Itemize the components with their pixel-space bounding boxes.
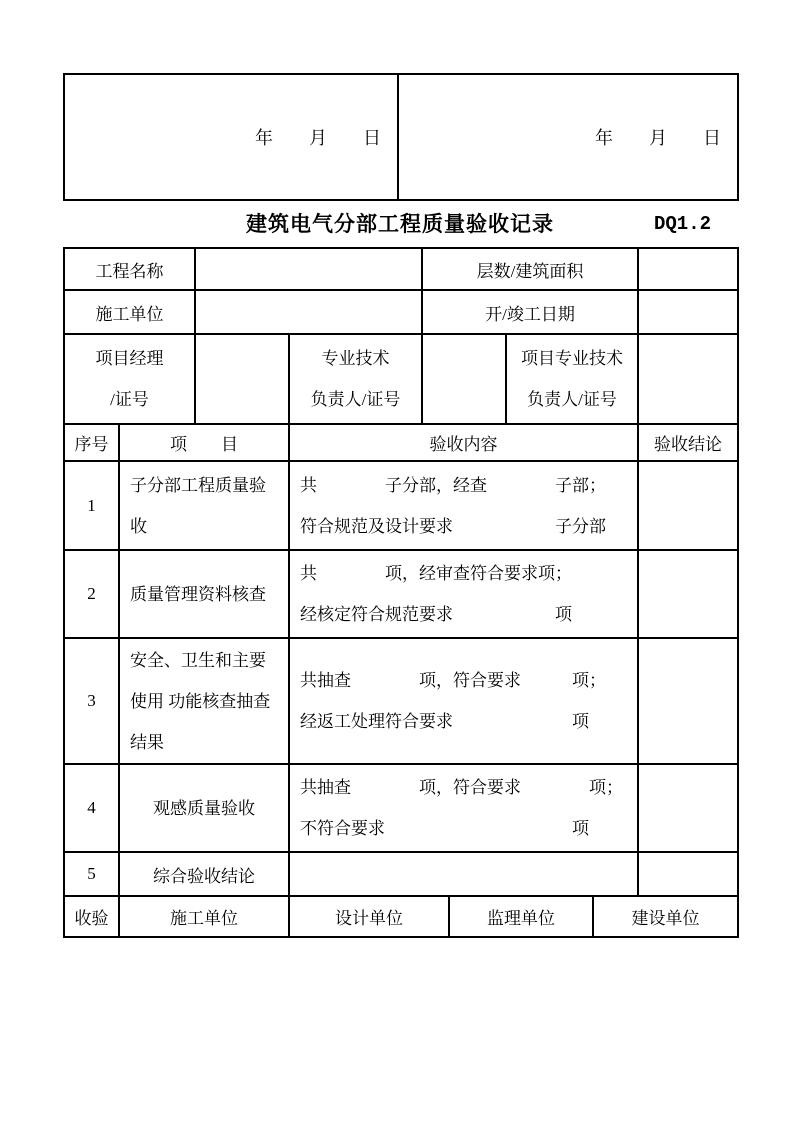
row-2-content — [289, 550, 638, 638]
row-2-item: 质量管理资料核查 — [119, 550, 289, 638]
table-row-2 — [64, 550, 738, 638]
row-5-content-cell[interactable] — [289, 852, 638, 896]
header-conclusion: 验收结论 — [638, 424, 738, 461]
pm-input-cell[interactable] — [195, 334, 289, 424]
project-name-label: 工程名称 — [64, 248, 195, 290]
floors-area-input-cell[interactable] — [638, 248, 738, 290]
row-2-conclusion-cell[interactable] — [638, 550, 738, 638]
footer-unit-owner: 建设单位 — [593, 896, 738, 937]
floors-area-label: 层数/建筑面积 — [422, 248, 638, 290]
date-boxes — [63, 73, 739, 201]
table-row-4 — [64, 764, 738, 852]
date-box-left[interactable] — [64, 74, 398, 200]
proj-tech-lead-label — [506, 334, 638, 424]
date-box-right[interactable] — [398, 74, 738, 200]
footer-unit-supervision: 监理单位 — [449, 896, 593, 937]
row-2-content-line2: 经核定符合规范要求 项 — [300, 605, 572, 624]
proj-tech-lead-label-line1: 项目专业技术 — [521, 349, 624, 368]
table-row-1 — [64, 461, 738, 550]
info-row-project — [64, 248, 738, 290]
header-seq: 序号 — [64, 424, 119, 461]
page-title: 建筑电气分部工程质量验收记录 — [246, 212, 554, 236]
footer-unit-design: 设计单位 — [289, 896, 449, 937]
row-1-content-line2: 符合规范及设计要求 子分部 — [300, 516, 606, 536]
pm-label — [64, 334, 195, 424]
table-footer-row — [64, 896, 738, 937]
header-content: 验收内容 — [289, 424, 638, 461]
row-1-content — [289, 461, 638, 550]
builder-input-cell[interactable] — [195, 290, 422, 334]
proj-tech-lead-input-cell[interactable] — [638, 334, 738, 424]
footer-unit-construction: 施工单位 — [119, 896, 289, 937]
proj-tech-lead-label-line2: 负责人/证号 — [527, 390, 617, 409]
row-4-seq: 4 — [64, 764, 119, 852]
row-3-conclusion-cell[interactable] — [638, 638, 738, 764]
builder-label: 施工单位 — [64, 290, 195, 334]
row-1-content-line1: 共 子分部，经查 子部； — [300, 475, 606, 495]
row-3-seq: 3 — [64, 638, 119, 764]
footer-label: 收验 — [64, 896, 119, 937]
row-4-conclusion-cell[interactable] — [638, 764, 738, 852]
table-header-row — [64, 424, 738, 461]
pm-label-line2: /证号 — [110, 390, 149, 409]
row-3-content-line2: 经返工处理符合要求 项 — [300, 712, 589, 731]
table-row-3 — [64, 638, 738, 764]
acceptance-record-table — [63, 247, 739, 938]
row-1-conclusion-cell[interactable] — [638, 461, 738, 550]
row-5-conclusion-cell[interactable] — [638, 852, 738, 896]
tech-lead-input-cell[interactable] — [422, 334, 506, 424]
row-4-content-line1: 共抽查 项，符合要求 项； — [300, 778, 623, 797]
row-2-seq: 2 — [64, 550, 119, 638]
row-4-content-line2: 不符合要求 项 — [300, 819, 589, 838]
row-2-content-line1: 共 项，经审查符合要求项； — [300, 564, 572, 583]
start-finish-label: 开/竣工日期 — [422, 290, 638, 334]
date-text-right: 年 月 日 — [595, 128, 721, 148]
doc-code: DQ1.2 — [653, 213, 711, 235]
row-5-item: 综合验收结论 — [119, 852, 289, 896]
tech-lead-label-line1: 专业技术 — [321, 349, 390, 368]
row-1-item: 子分部工程质量验收 — [119, 461, 289, 550]
pm-label-line1: 项目经理 — [95, 349, 164, 368]
title-band — [63, 201, 737, 247]
document-content — [63, 73, 737, 938]
info-row-builder — [64, 290, 738, 334]
tech-lead-label — [289, 334, 422, 424]
row-1-seq: 1 — [64, 461, 119, 550]
row-5-seq: 5 — [64, 852, 119, 896]
tech-lead-label-line2: 负责人/证号 — [310, 390, 401, 409]
row-3-item: 安全、卫生和主要使用 功能核查抽查结果 — [119, 638, 289, 764]
table-row-5 — [64, 852, 738, 896]
project-name-input-cell[interactable] — [195, 248, 422, 290]
row-4-content — [289, 764, 638, 852]
start-finish-input-cell[interactable] — [638, 290, 738, 334]
row-4-item: 观感质量验收 — [119, 764, 289, 852]
header-item: 项 目 — [119, 424, 289, 461]
date-text-left: 年 月 日 — [255, 128, 381, 148]
row-3-content — [289, 638, 638, 764]
row-3-content-line1: 共抽查 项，符合要求 项； — [300, 671, 606, 690]
info-row-managers — [64, 334, 738, 424]
